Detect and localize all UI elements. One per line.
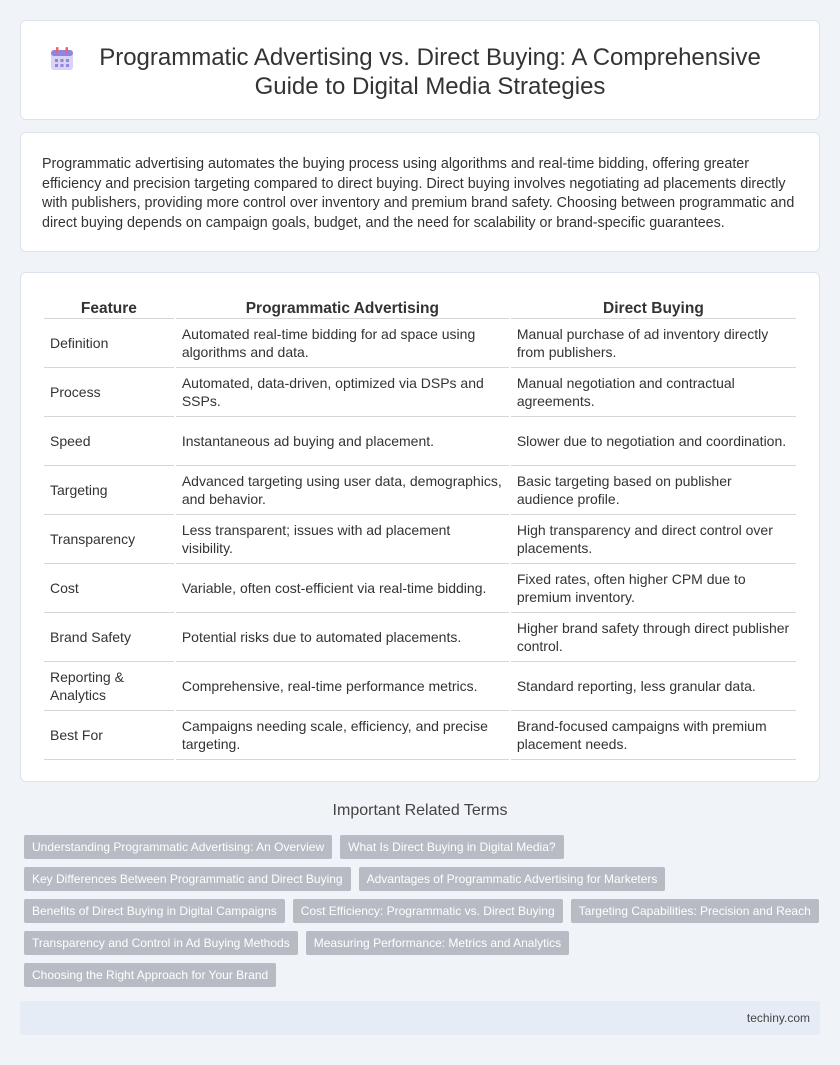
table-row — [44, 564, 796, 613]
feature-cell: Targeting — [44, 466, 174, 515]
direct-cell: Higher brand safety through direct publisher control. — [511, 613, 796, 662]
feature-cell: Cost — [44, 564, 174, 613]
header-feature: Feature — [44, 295, 174, 319]
related-terms-list — [24, 835, 820, 995]
header-direct: Direct Buying — [511, 295, 796, 319]
related-term-link[interactable]: Advantages of Programmatic Advertising for Marketers — [359, 867, 666, 891]
related-term-link[interactable]: Measuring Performance: Metrics and Analytics — [306, 931, 569, 955]
direct-cell: Manual negotiation and contractual agreements. — [511, 368, 796, 417]
table-row — [44, 417, 796, 466]
page-title: Programmatic Advertising vs. Direct Buying: A Comprehensive Guide to Digital Media Strategies — [99, 44, 761, 100]
programmatic-cell: Campaigns needing scale, efficiency, and precise targeting. — [176, 711, 509, 760]
feature-cell: Brand Safety — [44, 613, 174, 662]
feature-cell: Best For — [44, 711, 174, 760]
direct-cell: Fixed rates, often higher CPM due to premium inventory. — [511, 564, 796, 613]
related-term-link[interactable]: Benefits of Direct Buying in Digital Campaigns — [24, 899, 285, 923]
footer-site-link[interactable]: techiny.com — [746, 1011, 810, 1025]
table-row — [44, 711, 796, 760]
programmatic-cell: Instantaneous ad buying and placement. — [176, 417, 509, 466]
feature-cell: Definition — [44, 319, 174, 368]
feature-cell: Reporting & Analytics — [44, 662, 174, 711]
intro-card — [20, 132, 820, 252]
direct-cell: Brand-focused campaigns with premium placement needs. — [511, 711, 796, 760]
programmatic-cell: Automated real-time bidding for ad space using algorithms and data. — [176, 319, 509, 368]
programmatic-cell: Variable, often cost-efficient via real-time bidding. — [176, 564, 509, 613]
table-row — [44, 515, 796, 564]
related-term-link[interactable]: Cost Efficiency: Programmatic vs. Direct Buying — [293, 899, 563, 923]
feature-cell: Process — [44, 368, 174, 417]
table-row — [44, 662, 796, 711]
table-row — [44, 466, 796, 515]
intro-paragraph: Programmatic advertising automates the buying process using algorithms and real-time bidding, offering greater efficiency and precision targeting compared to direct buying. Direct buying involves negotiating ad placements directly with publishers, providing more control over inventory and premium brand safety. Choosing between programmatic and direct buying depends on campaign goals, budget, and the need for scalability or brand-specific guarantees. — [42, 156, 795, 231]
direct-cell: High transparency and direct control over placements. — [511, 515, 796, 564]
feature-cell: Transparency — [44, 515, 174, 564]
direct-cell: Basic targeting based on publisher audience profile. — [511, 466, 796, 515]
programmatic-cell: Advanced targeting using user data, demographics, and behavior. — [176, 466, 509, 515]
programmatic-cell: Automated, data-driven, optimized via DSPs and SSPs. — [176, 368, 509, 417]
header-card — [20, 20, 820, 120]
related-term-link[interactable]: What Is Direct Buying in Digital Media? — [340, 835, 563, 859]
feature-cell: Speed — [44, 417, 174, 466]
direct-cell: Standard reporting, less granular data. — [511, 662, 796, 711]
programmatic-cell: Comprehensive, real-time performance metrics. — [176, 662, 509, 711]
table-row — [44, 613, 796, 662]
direct-cell: Manual purchase of ad inventory directly from publishers. — [511, 319, 796, 368]
header-programmatic: Programmatic Advertising — [176, 295, 509, 319]
comparison-card — [20, 272, 820, 782]
related-term-link[interactable]: Targeting Capabilities: Precision and Reach — [571, 899, 819, 923]
table-row — [44, 368, 796, 417]
comparison-table — [42, 295, 798, 760]
footer — [20, 1001, 820, 1035]
programmatic-cell: Less transparent; issues with ad placement visibility. — [176, 515, 509, 564]
direct-cell: Slower due to negotiation and coordination. — [511, 417, 796, 466]
table-header-row — [44, 295, 796, 319]
related-term-link[interactable]: Choosing the Right Approach for Your Brand — [24, 963, 276, 987]
related-terms-title: Important Related Terms — [332, 802, 508, 819]
related-term-link[interactable]: Transparency and Control in Ad Buying Methods — [24, 931, 298, 955]
related-term-link[interactable]: Understanding Programmatic Advertising: An Overview — [24, 835, 332, 859]
programmatic-cell: Potential risks due to automated placements. — [176, 613, 509, 662]
related-term-link[interactable]: Key Differences Between Programmatic and Direct Buying — [24, 867, 351, 891]
table-row — [44, 319, 796, 368]
